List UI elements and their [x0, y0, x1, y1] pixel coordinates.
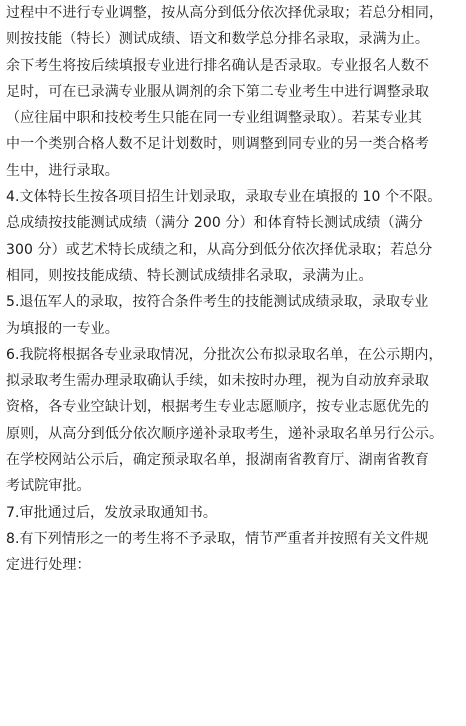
text-line: 资格，各专业空缺计划，根据考生专业志愿顺序，按专业志愿优先的 — [6, 399, 429, 416]
text-line: 过程中不进行专业调整，按从高分到低分依次择优录取；若总分相同， — [6, 5, 444, 21]
text-line: 8.有下列情形之一的考生将不予录取，情节严重者并按照有关文件规 — [6, 530, 429, 547]
text-line: 生中，进行录取。 — [6, 162, 119, 179]
text-line: 总成绩按技能测试成绩（满分 200 分）和体育特长测试成绩（满分 — [6, 215, 423, 232]
text-line: 则按技能（特长）测试成绩、语文和数学总分排名录取，录满为止。 — [6, 31, 429, 48]
text-line: 6.我院将根据各专业录取情况，分批次公布拟录取名单，在公示期内， — [6, 346, 443, 363]
text-line: 300 分）或艺术特长成绩之和，从高分到低分依次择优录取；若总分 — [6, 241, 433, 258]
text-line: （应往届中职和技校考生只能在同一专业组调整录取）。若某专业其 — [6, 110, 422, 127]
text-line: 5.退伍军人的录取，按符合条件考生的技能测试成绩录取，录取专业 — [6, 294, 429, 311]
text-line: 余下考生将按后续填报专业进行排名确认是否录取。专业报名人数不 — [6, 57, 429, 74]
text-line: 4.文体特长生按各项目招生计划录取，录取专业在填报的 10 个不限。 — [6, 189, 442, 206]
document-body — [6, 0, 462, 579]
text-line: 中一个类别合格人数不足计划数时，则调整到同专业的另一类合格考 — [6, 136, 429, 153]
text-line: 相同，则按技能成绩、特长测试成绩排名录取，录满为止。 — [6, 267, 373, 284]
text-line: 7.审批通过后，发放录取通知书。 — [6, 504, 217, 521]
text-line: 拟录取考生需办理录取确认手续，如未按时办理，视为自动放弃录取 — [6, 373, 429, 390]
text-line: 定进行处理： — [6, 557, 91, 574]
text-line: 为填报的一专业。 — [6, 320, 119, 337]
text-line: 考试院审批。 — [6, 478, 91, 495]
text-line: 在学校网站公示后，确定预录取名单，报湖南省教育厅、湖南省教育 — [6, 452, 429, 469]
text-line: 原则，从高分到低分依次顺序递补录取考生，递补录取名单另行公示。 — [6, 425, 444, 442]
text-line: 足时，可在已录满专业服从调剂的余下第二专业考生中进行调整录取 — [6, 83, 429, 100]
